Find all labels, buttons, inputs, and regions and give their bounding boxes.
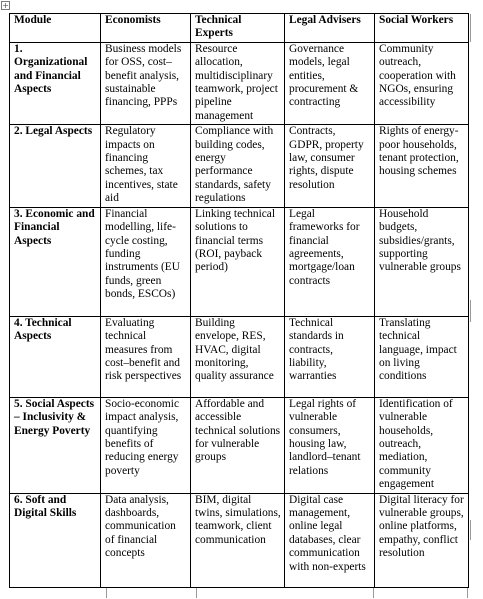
module-cell: 1. Organizational and Financial Aspects [10, 42, 101, 124]
economists-cell: Regulatory impacts on financing schemes, tax incentives, state aid [101, 125, 191, 207]
social-workers-cell: Identification of vulnerable households, outreach, mediation, community engagement [375, 397, 469, 493]
technical-experts-cell: Resource allocation, multidisciplinary teamwork, project pipeline management [191, 42, 285, 124]
module-cell: 5. Social Aspects – Inclusivity & Energy Poverty [10, 397, 101, 493]
table-row [10, 125, 469, 207]
table-row [10, 207, 469, 316]
header-economists: Economists [101, 14, 191, 43]
module-cell: 3. Economic and Financial Aspects [10, 207, 101, 316]
social-workers-cell: Translating technical language, impact on living conditions [375, 316, 469, 397]
table-header-row [10, 14, 469, 43]
header-module: Module [10, 14, 101, 43]
legal-advisers-cell: Digital case management, online legal databases, clear communication with non-experts [285, 493, 375, 587]
technical-experts-cell: Compliance with building codes, energy performance standards, safety regulations [191, 125, 285, 207]
technical-experts-cell: Building envelope, RES, HVAC, digital monitoring, quality assurance [191, 316, 285, 397]
table-row [10, 493, 469, 587]
technical-experts-cell: BIM, digital twins, simulations, teamwork, client communication [191, 493, 285, 587]
header-legal-advisers: Legal Advisers [285, 14, 375, 43]
economists-cell: Business models for OSS, cost–benefit analysis, sustainable financing, PPPs [101, 42, 191, 124]
legal-advisers-cell: Legal frameworks for financial agreements, mortgage/loan contracts [285, 207, 375, 316]
header-technical-experts: Technical Experts [191, 14, 285, 43]
module-cell: 2. Legal Aspects [10, 125, 101, 207]
social-workers-cell: Digital literacy for vulnerable groups, online platforms, empathy, conflict resolution [375, 493, 469, 587]
column-boundary-marker [470, 14, 471, 42]
header-social-workers: Social Workers [375, 14, 469, 43]
economists-cell: Financial modelling, life-cycle costing, funding instruments (EU funds, green bonds, ESCOs) [101, 207, 191, 316]
economists-cell: Socio-economic impact analysis, quantifying benefits of reducing energy poverty [101, 397, 191, 493]
table-move-handle-icon[interactable]: + [2, 1, 9, 10]
row-boundary-marker [196, 588, 197, 598]
table-row [10, 42, 469, 124]
table-row [10, 397, 469, 493]
technical-experts-cell: Linking technical solutions to financial terms (ROI, payback period) [191, 207, 285, 316]
technical-experts-cell: Affordable and accessible technical solutions for vulnerable groups [191, 397, 285, 493]
row-boundary-marker [373, 588, 374, 598]
row-boundary-marker [467, 588, 468, 598]
social-workers-cell: Household budgets, subsidies/grants, supporting vulnerable groups [375, 207, 469, 316]
legal-advisers-cell: Contracts, GDPR, property law, consumer rights, dispute resolution [285, 125, 375, 207]
economists-cell: Evaluating technical measures from cost–benefit and risk perspectives [101, 316, 191, 397]
social-workers-cell: Rights of energy-poor households, tenant protection, housing schemes [375, 125, 469, 207]
module-cell: 4. Technical Aspects [10, 316, 101, 397]
social-workers-cell: Community outreach, cooperation with NGOs, ensuring accessibility [375, 42, 469, 124]
legal-advisers-cell: Governance models, legal entities, procurement & contracting [285, 42, 375, 124]
row-boundary-marker [106, 588, 107, 598]
economists-cell: Data analysis, dashboards, communication of financial concepts [101, 493, 191, 587]
table-row [10, 316, 469, 397]
column-boundary-marker [470, 520, 471, 540]
column-boundary-marker [470, 300, 471, 322]
competency-table [9, 13, 469, 588]
legal-advisers-cell: Technical standards in contracts, liability, warranties [285, 316, 375, 397]
module-cell: 6. Soft and Digital Skills [10, 493, 101, 587]
legal-advisers-cell: Legal rights of vulnerable consumers, housing law, landlord–tenant relations [285, 397, 375, 493]
